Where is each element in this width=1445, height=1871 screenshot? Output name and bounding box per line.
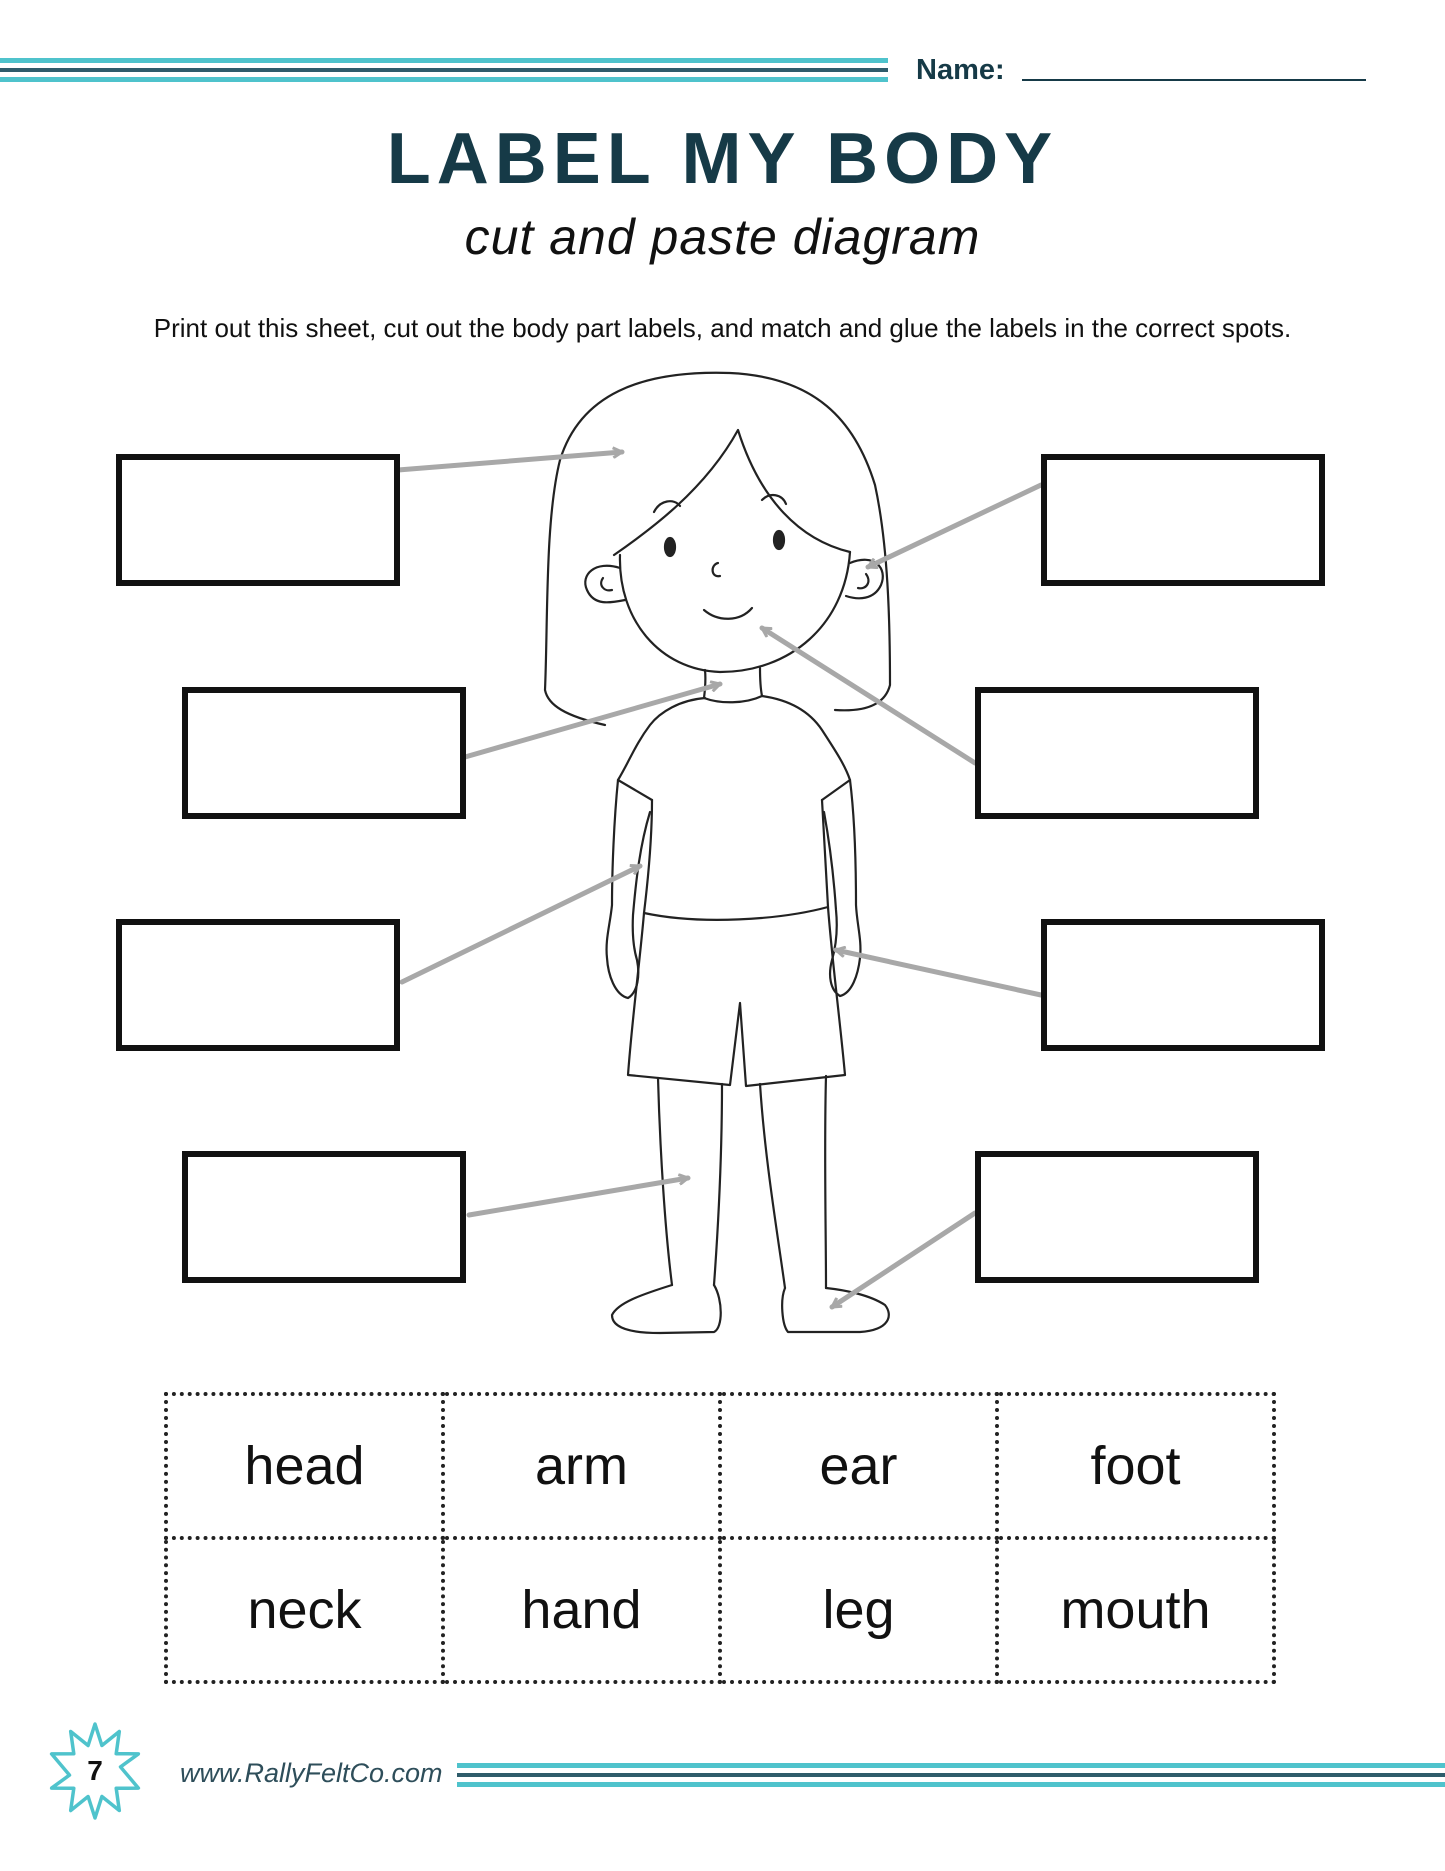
label-box-right-3[interactable] [1041, 919, 1325, 1051]
label-box-right-1[interactable] [1041, 454, 1325, 586]
label-box-left-1[interactable] [116, 454, 400, 586]
website-link[interactable]: www.RallyFeltCo.com [180, 1758, 443, 1788]
labels-row [166, 1394, 1274, 1538]
footer-stripes [457, 1763, 1445, 1787]
label-box-right-2[interactable] [975, 687, 1259, 819]
cutout-labels-table [164, 1392, 1276, 1684]
instructions: Print out this sheet, cut out the body part labels, and match and glue the labels in the correct spots. [153, 313, 1292, 343]
label-box-left-3[interactable] [116, 919, 400, 1051]
label-box-left-4[interactable] [182, 1151, 466, 1283]
cutout-label[interactable]: ear [720, 1394, 997, 1538]
cutout-label[interactable]: arm [443, 1394, 720, 1538]
page-number: 7 [87, 1755, 103, 1786]
cutout-label[interactable]: mouth [997, 1538, 1274, 1682]
page-number-badge [44, 1720, 146, 1822]
page-title: LABEL MY BODY [386, 119, 1059, 199]
cutout-label[interactable]: leg [720, 1538, 997, 1682]
girl-illustration [545, 373, 890, 1333]
label-box-right-4[interactable] [975, 1151, 1259, 1283]
cutout-label[interactable]: hand [443, 1538, 720, 1682]
labels-row [166, 1538, 1274, 1682]
name-label: Name: [916, 54, 1005, 86]
page-subtitle: cut and paste diagram [464, 209, 981, 265]
cutout-label[interactable]: head [166, 1394, 443, 1538]
cutout-label[interactable]: foot [997, 1394, 1274, 1538]
label-box-left-2[interactable] [182, 687, 466, 819]
cutout-label[interactable]: neck [166, 1538, 443, 1682]
